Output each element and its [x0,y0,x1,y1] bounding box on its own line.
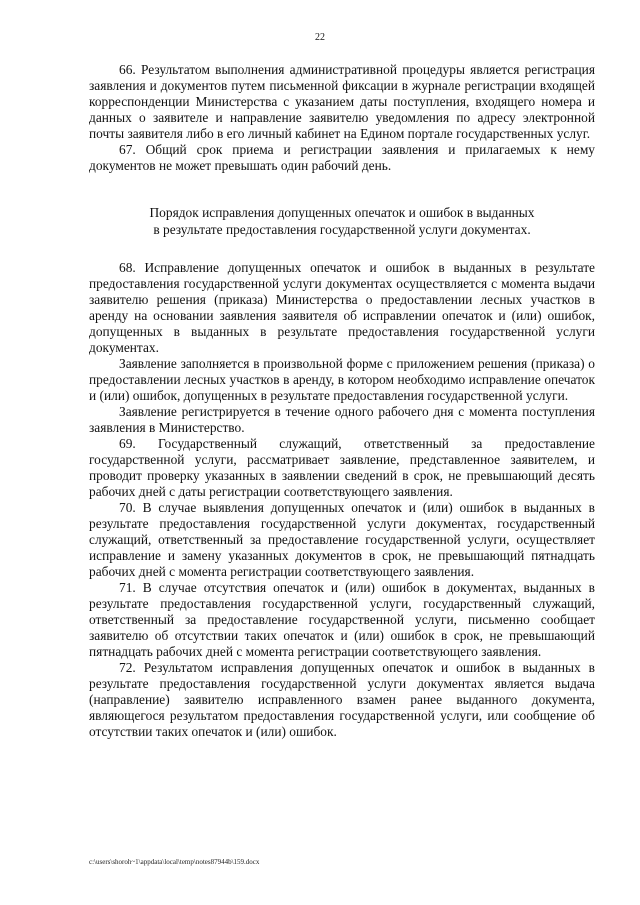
document-body [89,62,595,740]
paragraph-68: 68. Исправление допущенных опечаток и ошибок в выданных в результате предоставления государственной услуги документах осуществляется с момента выдачи заявителю решения (приказа) Министерства о предоставлении лесных участков в аренду на основании заявления заявителя об исправлении опечаток и (или) ошибок, допущенных в выданных в результате предоставления государственной услуги документах. [89,260,595,355]
paragraph-72: 72. Результатом исправления допущенных опечаток и ошибок в выданных в результате предоставления государственной услуги документах является выдача (направление) заявителю исправленного взамен ранее выданного документа, являющегося результатом предоставления государственной услуги, или сообщение об отсутствии таких опечаток и (или) ошибок. [89,660,595,739]
paragraph-67: 67. Общий срок приема и регистрации заявления и прилагаемых к нему документов не может превышать один рабочий день. [89,142,595,173]
paragraph-69: 69. Государственный служащий, ответственный за предоставление государственной услуги, рассматривает заявление, представленное заявителем, и проводит проверку указанных в заявлении сведений в срок, не превышающий десять рабочих дней с даты регистрации соответствующего заявления. [89,436,595,499]
paragraph-70: 70. В случае выявления допущенных опечаток и (или) ошибок в выданных в результате предоставления государственной услуги документах, государственный служащий, ответственный за предоставление государственной услуги, осуществляет исправление и замену указанных документов в срок, не превышающий пятнадцать рабочих дней с момента регистрации соответствующего заявления. [89,500,595,579]
paragraph-71: 71. В случае отсутствия опечаток и (или) ошибок в документах, выданных в результате предоставления государственной услуги, государственный служащий, ответственный за предоставление государственной услуги, письменно сообщает заявителю об отсутствии таких опечаток и (или) ошибок в срок, не превышающий пятнадцать рабочих дней с момента регистрации соответствующего заявления. [89,580,595,659]
paragraph-66: 66. Результатом выполнения административной процедуры является регистрация заявления и документов путем письменной фиксации в журнале регистрации входящей корреспонденции Министерства с указанием даты поступления, входящего номера и данных о заявителе и направление заявителю уведомления по адресу электронной почты заявителя либо в его личный кабинет на Едином портале государственных услуг. [89,62,595,141]
paragraph-68-application-form: Заявление заполняется в произвольной форме с приложением решения (приказа) о предоставлении лесных участков в аренду, в котором необходимо исправление опечаток и (или) ошибок, допущенных в результате предоставления государственной услуги. [89,356,595,403]
section-heading [89,204,595,238]
section-heading-line1: Порядок исправления допущенных опечаток и ошибок в выданных [149,205,535,220]
footer-file-path: c:\users\shoroh~1\appdata\local\temp\notes87944b\159.docx [89,858,260,866]
section-heading-line2: в результате предоставления государственной услуги документах. [153,222,531,237]
paragraph-68-registration: Заявление регистрируется в течение одного рабочего дня с момента поступления заявления в Министерство. [89,404,595,435]
page-number: 22 [315,32,325,43]
